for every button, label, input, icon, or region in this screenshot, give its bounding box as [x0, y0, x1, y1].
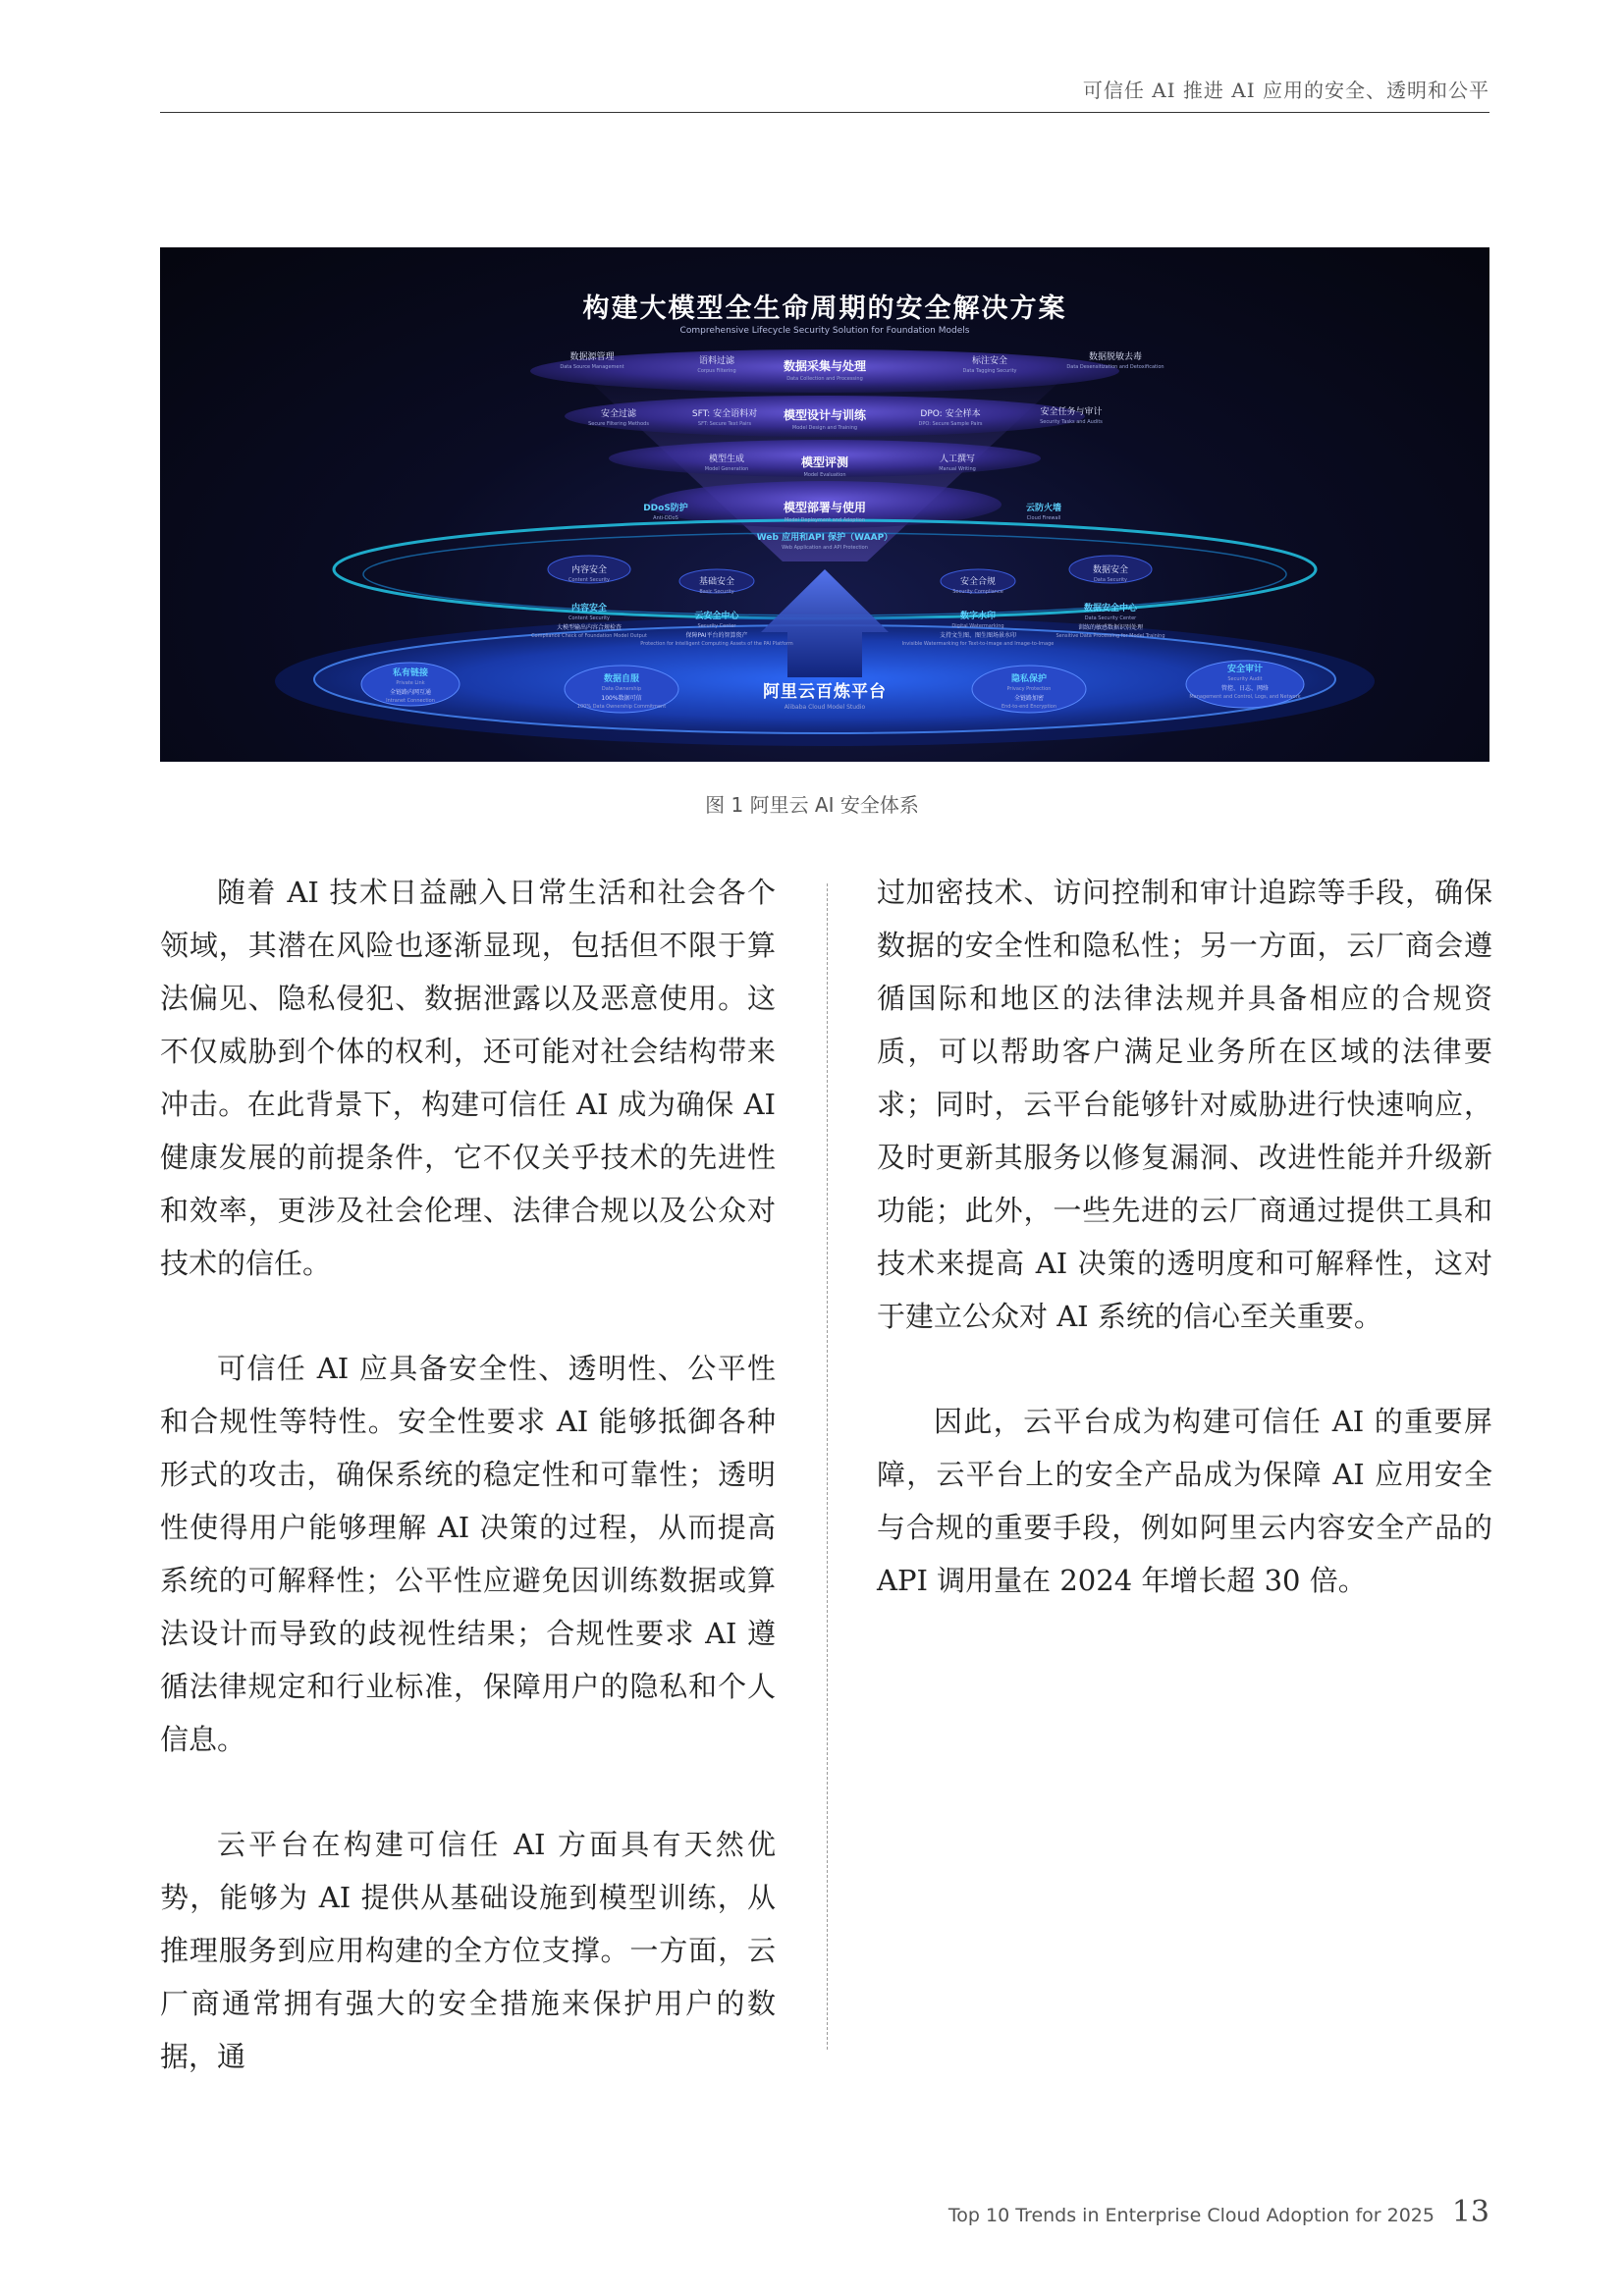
paragraph: 过加密技术、访问控制和审计追踪等手段，确保数据的安全性和隐私性；另一方面，云厂商会遵循国际和地区的法律法规并具备相应的合规资质，可以帮助客户满足业务所在区域的法律要求；同时，云平台能够针对威胁进行快速响应，及时更新其服务以修复漏洞、改进性能并升级新功能；此外，一些先进的云厂商通过提供工具和技术来提高 AI 决策的透明度和可解释性，这对于建立公众对 AI 系统的信心至关重要。: [877, 876, 1492, 1333]
paragraph: 随着 AI 技术日益融入日常生活和社会各个领域，其潜在风险也逐渐显现，包括但不限于算法偏见、隐私侵犯、数据泄露以及恶意使用。这不仅威胁到个体的权利，还可能对社会结构带来冲击。在此背景下，构建可信任 AI 成为确保 AI 健康发展的前提条件，它不仅关乎技术的先进性和效率，更涉及社会伦理、法律合规以及公众对技术的信任。: [160, 876, 776, 1280]
ring2-label-watermark: 数字水印 Digital Watermarking 支持文生图、图生图场景水印 Invisible Watermarking for Text-to-Image and Image-to-Image: [901, 612, 1055, 647]
paragraph: 云平台在构建可信任 AI 方面具有天然优势，能够为 AI 提供从基础设施到模型训练，从推理服务到应用构建的全方位支撑。一方面，云厂商通常拥有强大的安全措施来保护用户的数据，通: [160, 1828, 776, 2073]
figure-subtitle: Comprehensive Lifecycle Security Solution for Foundation Models: [679, 326, 970, 336]
column-divider: [827, 883, 828, 2050]
base-label-data-ownership: 数据自服 Data Ownership 100%数据可信 100% Data Ownership Commitment: [576, 674, 667, 710]
label-sft: SFT: 安全语料对 SFT: Secure Text Pairs: [691, 409, 758, 427]
footer-title: Top 10 Trends in Enterprise Cloud Adoption for 2025: [947, 2205, 1435, 2226]
label-data-source: 数据源管理 Data Source Management: [560, 352, 624, 370]
label-model-evaluation: 模型评测 Model Evaluation: [800, 455, 849, 478]
label-data-desensitization: 数据脱敏去毒 Data Desensitization and Detoxification: [1066, 352, 1164, 370]
base-label-privacy: 隐私保护 Privacy Protection 全链路加密 End-to-end Encryption: [1001, 674, 1057, 710]
paragraph: 可信任 AI 应具备安全性、透明性、公平性和合规性等特性。安全性要求 AI 能够抵御各种形式的攻击，确保系统的稳定性和可靠性；透明性使得用户能够理解 AI 决策的过程，从而提高系统的可解释性；公平性应避免因训练数据或算法设计而导致的歧视性结果；合规性要求 AI 遵循法律规定和行业标准，保障用户的隐私和个人信息。: [160, 1352, 776, 1756]
label-model-deployment: 模型部署与使用 Model Deployment and Adoption: [783, 501, 867, 523]
base-label-private-link: 私有链接 Private Link 全链路内网互通 Intranet Connection: [386, 668, 435, 704]
header-rule: [160, 112, 1489, 113]
base-label-audit: 安全审计 Security Audit 管控、日志、网络 Management and Control, Logs, and Network: [1189, 665, 1301, 700]
ring2-label-data-security-center: 数据安全中心 Data Security Center 训练的敏感数据识别处理 Sensitive Data Processing for Model Training: [1056, 604, 1165, 639]
ring2-label-content-security: 内容安全 Content Security 大模型输出内容合规检查 Compliance Check of Foundation Model Output: [531, 604, 647, 639]
ring-label-basic-security: 基础安全 Basic Security: [698, 577, 735, 595]
figure-title: 构建大模型全生命周期的安全解决方案: [582, 294, 1067, 324]
ring2-label-security-center: 云安全中心 Security Center 保障PAI平台的智算资产 Protection for Intelligent Computing Assets of the PAI Platform: [640, 612, 793, 647]
label-security-tasks: 安全任务与审计 Security Tasks and Audits: [1040, 407, 1103, 425]
platform-label: 阿里云百炼平台 Alibaba Cloud Model Studio: [763, 682, 887, 711]
ring-label-content-security: 内容安全 Content Security: [568, 565, 611, 583]
page-number: 13: [1451, 2195, 1489, 2229]
label-data-tagging: 标注安全 Data Tagging Security: [962, 356, 1017, 374]
label-cloud-firewall: 云防火墙 Cloud Firewall: [1025, 504, 1062, 521]
label-dpo: DPO: 安全样本 DPO: Secure Sample Pairs: [918, 409, 983, 427]
security-architecture-figure: [160, 247, 1489, 762]
label-anti-ddos: DDoS防护 Anti-DDoS: [643, 504, 688, 521]
label-manual-writing: 人工撰写 Manual Writing: [939, 454, 976, 472]
label-secure-filtering: 安全过滤 Secure Filtering Methods: [588, 409, 649, 427]
figure-caption: 图 1 阿里云 AI 安全体系: [705, 793, 919, 817]
label-model-training: 模型设计与训练 Model Design and Training: [783, 408, 867, 431]
ring-label-data-security: 数据安全 Data Security: [1092, 565, 1129, 583]
left-column: [160, 866, 776, 2135]
label-corpus-filtering: 语料过滤 Corpus Filtering: [697, 356, 736, 374]
right-column: [877, 866, 1492, 1659]
label-data-collection: 数据采集与处理 Data Collection and Processing: [783, 359, 867, 382]
ring-label-security-compliance: 安全合规 Security Compliance: [952, 577, 1003, 595]
label-waap: Web 应用和API 保护（WAAP） Web Application and API Protection: [756, 533, 893, 551]
paragraph: 因此，云平台成为构建可信任 AI 的重要屏障，云平台上的安全产品成为保障 AI 应用安全与合规的重要手段，例如阿里云内容安全产品的 API 调用量在 2024 年增长超 30 倍。: [877, 1405, 1492, 1597]
label-model-generation: 模型生成 Model Generation: [704, 454, 749, 472]
running-header: 可信任 AI 推进 AI 应用的安全、透明和公平: [1082, 79, 1489, 102]
